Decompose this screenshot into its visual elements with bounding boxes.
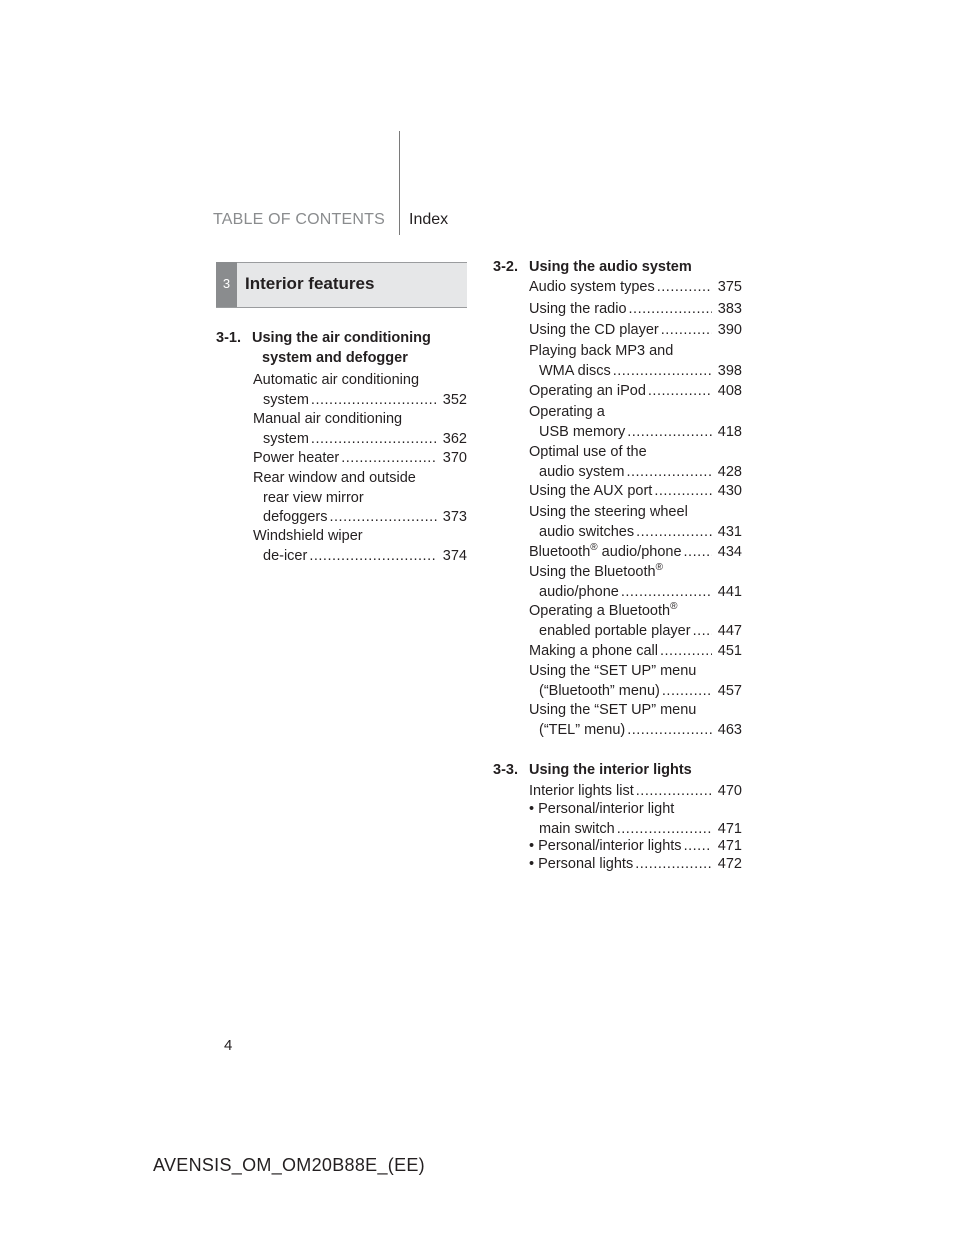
page-ref: 352 xyxy=(442,391,467,408)
entry-text: Operating a Bluetooth xyxy=(529,603,671,619)
page-ref: 375 xyxy=(717,279,742,295)
toc-entry-rear-window-defoggers[interactable] xyxy=(253,469,467,528)
toc-entry-personal-lights[interactable] xyxy=(529,855,742,875)
entry-text: Optimal use of the xyxy=(529,444,647,460)
toc-entry-power-heater[interactable] xyxy=(253,449,467,469)
dot-leader xyxy=(660,642,712,662)
entry-text: (“TEL” menu) xyxy=(539,721,626,738)
entry-text: Automatic air conditioning xyxy=(253,372,420,388)
chapter-title-line2: system and defogger xyxy=(262,350,408,366)
chapter-number: 3-2. xyxy=(493,259,518,275)
chapter-number: 3-1. xyxy=(216,330,241,346)
entry-text: audio/phone xyxy=(539,583,619,600)
toc-entry-bluetooth-portable-player[interactable] xyxy=(529,602,742,641)
toc-entry-setup-bluetooth-menu[interactable] xyxy=(529,662,742,701)
dot-leader xyxy=(626,463,711,483)
entry-text: Using the steering wheel xyxy=(529,504,688,520)
dot-leader xyxy=(662,682,712,702)
dot-leader xyxy=(341,449,437,469)
dot-leader xyxy=(636,523,712,543)
dot-leader xyxy=(613,362,712,382)
nav-divider xyxy=(399,131,400,235)
page-ref: 383 xyxy=(717,301,742,317)
entry-text: • Personal lights xyxy=(529,856,634,872)
page-ref: 390 xyxy=(717,322,742,338)
section-rule-top xyxy=(237,262,467,263)
toc-entry-optimal-audio[interactable] xyxy=(529,443,742,482)
toc-entry-phone-call[interactable] xyxy=(529,642,742,662)
section-header xyxy=(216,262,467,308)
page-ref: 470 xyxy=(717,783,742,799)
toc-entry-mp3-wma[interactable] xyxy=(529,342,742,381)
dot-leader xyxy=(661,321,712,341)
entry-text: (“Bluetooth” menu) xyxy=(539,682,660,699)
dot-leader xyxy=(693,622,712,642)
chapter-title: Using the interior lights xyxy=(529,762,692,778)
toc-entry-cd-player[interactable] xyxy=(529,321,742,341)
entry-text: enabled portable player xyxy=(539,622,691,639)
page-ref: 471 xyxy=(717,820,742,837)
entry-text: system xyxy=(263,430,309,447)
registered-mark: ® xyxy=(670,601,678,613)
page-ref: 431 xyxy=(717,523,742,540)
toc-entry-audio-system-types[interactable] xyxy=(529,278,742,298)
entry-text: main switch xyxy=(539,820,615,837)
page-ref: 434 xyxy=(717,544,742,560)
dot-leader xyxy=(627,721,712,741)
toc-entry-personal-interior-main-switch[interactable] xyxy=(529,800,742,839)
entry-text: Using the AUX port xyxy=(529,483,653,499)
entry-text: Using the “SET UP” menu xyxy=(529,702,697,718)
entry-text: WMA discs xyxy=(539,362,611,379)
dot-leader xyxy=(684,543,712,563)
entry-text: Interior lights list xyxy=(529,783,634,799)
page-ref: 451 xyxy=(717,643,742,659)
dot-leader xyxy=(311,391,437,411)
entry-text: Making a phone call xyxy=(529,643,658,659)
page-ref: 457 xyxy=(717,682,742,699)
entry-text: Audio system types xyxy=(529,279,655,295)
dot-leader xyxy=(648,382,712,402)
chapter-title: Using the audio system xyxy=(529,259,692,275)
page-ref: 471 xyxy=(717,838,742,854)
page-ref: 398 xyxy=(717,362,742,379)
dot-leader xyxy=(330,508,437,528)
chapter-number: 3-3. xyxy=(493,762,518,778)
entry-text-a: Bluetooth xyxy=(529,544,591,560)
toc-entry-setup-tel-menu[interactable] xyxy=(529,701,742,740)
page-ref: 362 xyxy=(442,430,467,447)
entry-text: audio switches xyxy=(539,523,635,540)
entry-text: USB memory xyxy=(539,423,626,440)
dot-leader xyxy=(621,583,712,603)
page-ref: 370 xyxy=(442,450,467,466)
page-ref: 373 xyxy=(442,509,467,525)
dot-leader xyxy=(636,782,712,802)
entry-text: • Personal/interior lights xyxy=(529,838,682,854)
toc-entry-aux-port[interactable] xyxy=(529,482,742,502)
entry-text: Rear window and outside xyxy=(253,470,416,486)
entry-text: Manual air conditioning xyxy=(253,411,403,427)
section-rule-bottom xyxy=(216,307,467,308)
entry-text: Using the radio xyxy=(529,301,627,317)
page-number: 4 xyxy=(224,1037,233,1054)
dot-leader xyxy=(629,300,712,320)
index-link[interactable]: Index xyxy=(409,211,449,228)
dot-leader xyxy=(635,855,712,875)
toc-entry-bluetooth-audio-phone[interactable] xyxy=(529,543,742,563)
page-ref: 428 xyxy=(717,463,742,480)
dot-leader xyxy=(311,430,437,450)
entry-text: Operating an iPod xyxy=(529,383,646,399)
document-code: AVENSIS_OM_OM20B88E_(EE) xyxy=(153,1155,425,1175)
entry-text xyxy=(529,543,682,563)
entry-text: system xyxy=(263,391,309,408)
dot-leader xyxy=(309,547,436,567)
entry-text: Using the Bluetooth xyxy=(529,564,656,580)
page-ref: 418 xyxy=(717,423,742,440)
page-ref: 430 xyxy=(717,483,742,499)
toc-entry-radio[interactable] xyxy=(529,300,742,320)
table-of-contents-link[interactable]: TABLE OF CONTENTS xyxy=(212,211,385,228)
dot-leader xyxy=(627,423,712,443)
dot-leader xyxy=(654,482,711,502)
dot-leader xyxy=(684,837,712,857)
page-ref: 374 xyxy=(442,547,467,564)
toc-entry-manual-ac[interactable] xyxy=(253,410,467,449)
entry-text: Playing back MP3 and xyxy=(529,343,674,359)
section-title: Interior features xyxy=(245,274,375,293)
entry-text-b: audio/phone xyxy=(597,544,682,560)
dot-leader xyxy=(657,278,712,298)
page-ref: 472 xyxy=(717,856,742,872)
entry-text: defoggers xyxy=(263,509,328,525)
toc-entry-windshield-wiper[interactable] xyxy=(253,527,467,566)
toc-entry-interior-lights-list[interactable] xyxy=(529,782,742,802)
toc-entry-steering-audio-switches[interactable] xyxy=(529,503,742,542)
chapter-title-line1: Using the air conditioning xyxy=(252,330,431,346)
chapter-3-3-heading[interactable] xyxy=(493,760,692,780)
toc-entry-personal-interior-lights[interactable] xyxy=(529,837,742,857)
entry-text: de-icer xyxy=(263,547,308,564)
chapter-3-2-heading[interactable] xyxy=(493,257,692,277)
toc-entry-usb-memory[interactable] xyxy=(529,403,742,442)
entry-text: Using the “SET UP” menu xyxy=(529,663,697,679)
entry-text: audio system xyxy=(539,463,625,480)
chapter-3-1-heading[interactable] xyxy=(216,328,431,368)
toc-entry-ipod[interactable] xyxy=(529,382,742,402)
page-ref: 447 xyxy=(717,622,742,639)
toc-entry-automatic-ac[interactable] xyxy=(253,371,467,410)
section-title-box xyxy=(237,262,467,308)
registered-mark: ® xyxy=(655,562,663,574)
page-ref: 408 xyxy=(717,383,742,399)
entry-text: Windshield wiper xyxy=(253,528,363,544)
entry-text: Power heater xyxy=(253,450,340,466)
registered-mark: ® xyxy=(590,542,598,554)
entry-text: Operating a xyxy=(529,404,605,420)
entry-text: rear view mirror xyxy=(263,489,364,506)
page-ref: 463 xyxy=(717,721,742,738)
entry-text: Using the CD player xyxy=(529,322,659,338)
entry-text: • Personal/interior light xyxy=(529,801,675,817)
toc-entry-using-bluetooth[interactable] xyxy=(529,563,742,602)
page-ref: 441 xyxy=(717,583,742,600)
section-number: 3 xyxy=(222,276,231,291)
